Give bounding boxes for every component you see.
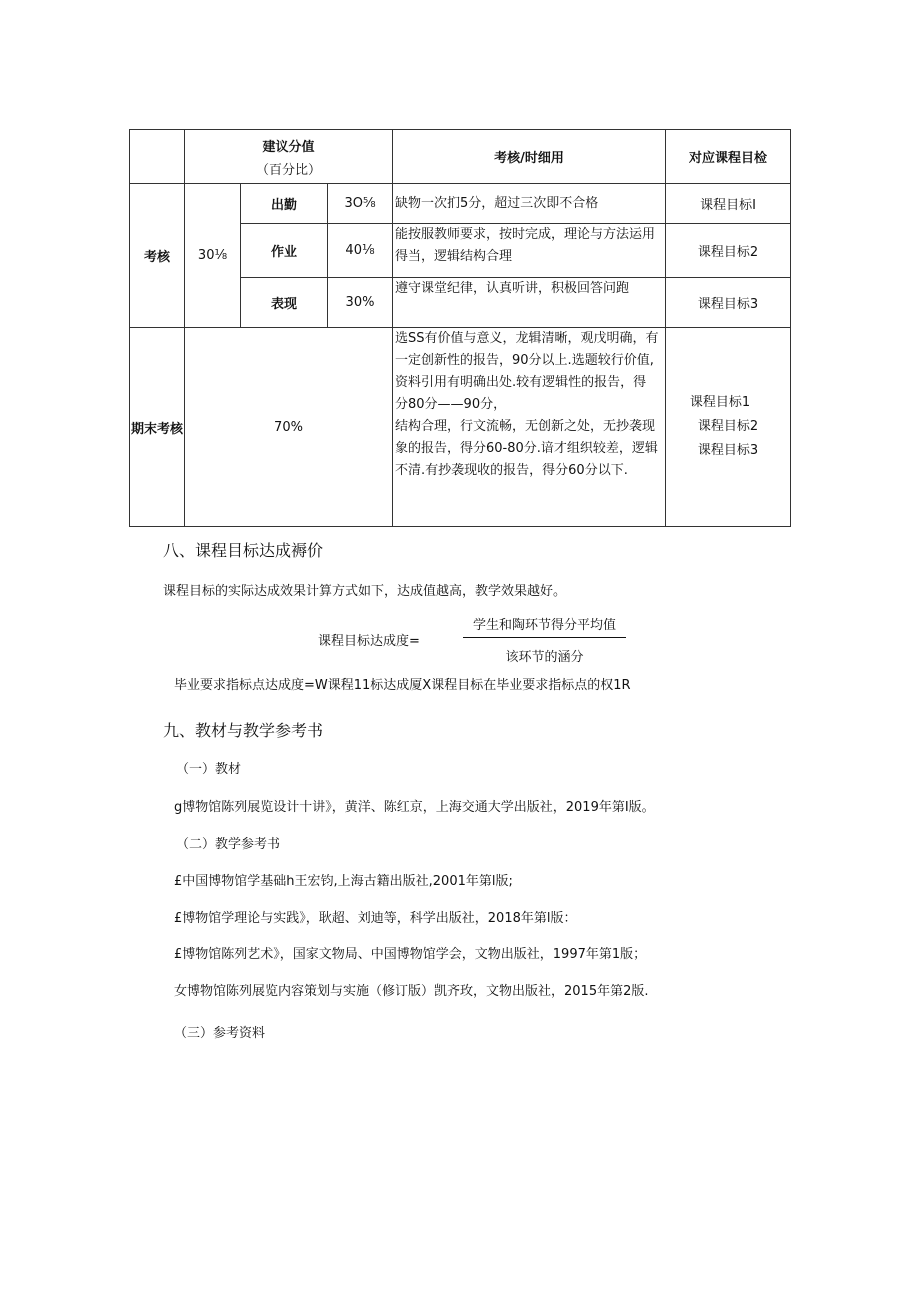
final-requirement-line: 选SS有价值与意义，龙辑清晰，观戊明确，有 [395, 331, 659, 346]
textbook-heading: （一）教材 [176, 762, 242, 777]
textbook-entry: g博物馆陈列展览设计十讲》，黄洋、陈红京，上海交通大学出版社，2019年第I版。 [174, 800, 655, 815]
final-requirement-line: 象的报告，得分60-80分.谙才组织较差，逻辑 [395, 441, 658, 456]
header-suggested-score-sub: （百分比） [256, 162, 322, 178]
item-name: 作业 [241, 224, 328, 278]
item-name: 出勤 [241, 184, 328, 224]
reference-item: £博物馆陈列艺术》，国家文物局、中国博物馆学会，文物出版社，1997年第1版； [174, 947, 647, 962]
item-requirement: 缺物一次扪5分，超过三次即不合格 [393, 184, 666, 224]
final-weight: 70% [185, 328, 393, 527]
final-requirement-line: 资料引用有明确出处.较有逻辑性的报告，得 [395, 375, 647, 390]
item-goal: 课程目标I [666, 184, 791, 224]
reference-item: £博物馆学理论与实践》，耿超、刘迪等，科学出版社，2018年第l版： [174, 911, 577, 926]
reference-item: £中国博物馆学基础h王宏钧,上海古籍出版社,2001年第l版; [174, 874, 513, 889]
item-requirement: 能按服教师要求，按时完成，理论与方法运用得当，逻辑结构合理 [393, 224, 666, 278]
assessment-weight: 30⅛ [185, 184, 241, 328]
assessment-table [129, 129, 791, 527]
final-goal: 课程目标3 [697, 443, 759, 458]
final-requirement [393, 328, 666, 527]
item-name: 表现 [241, 278, 328, 328]
final-requirement-line: 结构合理，行文流畅，无创新之处，无抄袭现 [395, 419, 656, 434]
section8-intro: 课程目标的实际达成效果计算方式如下，达成值越高，教学效果越好。 [163, 584, 567, 599]
reference-item: 女博物馆陈列展览内容策划与实施（修订版）凯齐玫，文物出版社，2015年第2版. [174, 984, 649, 999]
refs-heading: （二）教学参考书 [176, 837, 281, 852]
materials-heading: （三）参考资料 [174, 1026, 266, 1041]
assessment-label: 考核 [130, 184, 185, 328]
header-suggested-score-label: 建议分值 [262, 139, 315, 155]
item-requirement: 遵守课堂纪律，认真听讲，积极回答问跑 [393, 278, 666, 328]
section8-title: 八、课程目标达成褥价 [163, 541, 324, 560]
section9-title: 九、教材与教学参考书 [163, 721, 324, 740]
final-requirement-line: 分80分——90分， [395, 397, 507, 412]
header-empty-cell [130, 130, 185, 184]
header-requirement: 考核/时细用 [393, 130, 666, 184]
final-label: 期末考核 [130, 328, 185, 527]
final-goal: 课程目标2 [697, 419, 759, 434]
item-pct: 40⅛ [328, 224, 393, 278]
item-goal: 课程目标3 [666, 278, 791, 328]
item-pct: 30% [328, 278, 393, 328]
final-requirement-line: 不清.有抄袭现收的报告，得分60分以下. [395, 463, 628, 478]
final-goals [666, 328, 791, 527]
graduation-formula: 毕业要求指标点达成度=W课程11标达成厦X课程目标在毕业要求指标点的权1R [174, 678, 631, 693]
formula-fraction [463, 614, 626, 665]
header-goals: 对应课程目检 [666, 130, 791, 184]
formula-label: 课程目标达成度= [318, 634, 420, 649]
final-requirement-line: 一定创新性的报告，90分以上.选题较行价值, [395, 353, 654, 368]
item-pct: 3O⅝ [328, 184, 393, 224]
formula-denominator: 该环节的涵分 [505, 650, 584, 665]
item-goal: 课程目标2 [666, 224, 791, 278]
final-goal: 课程目标1 [689, 395, 751, 410]
header-suggested-score [185, 130, 393, 184]
formula-numerator: 学生和陶环节得分平均值 [463, 614, 626, 638]
